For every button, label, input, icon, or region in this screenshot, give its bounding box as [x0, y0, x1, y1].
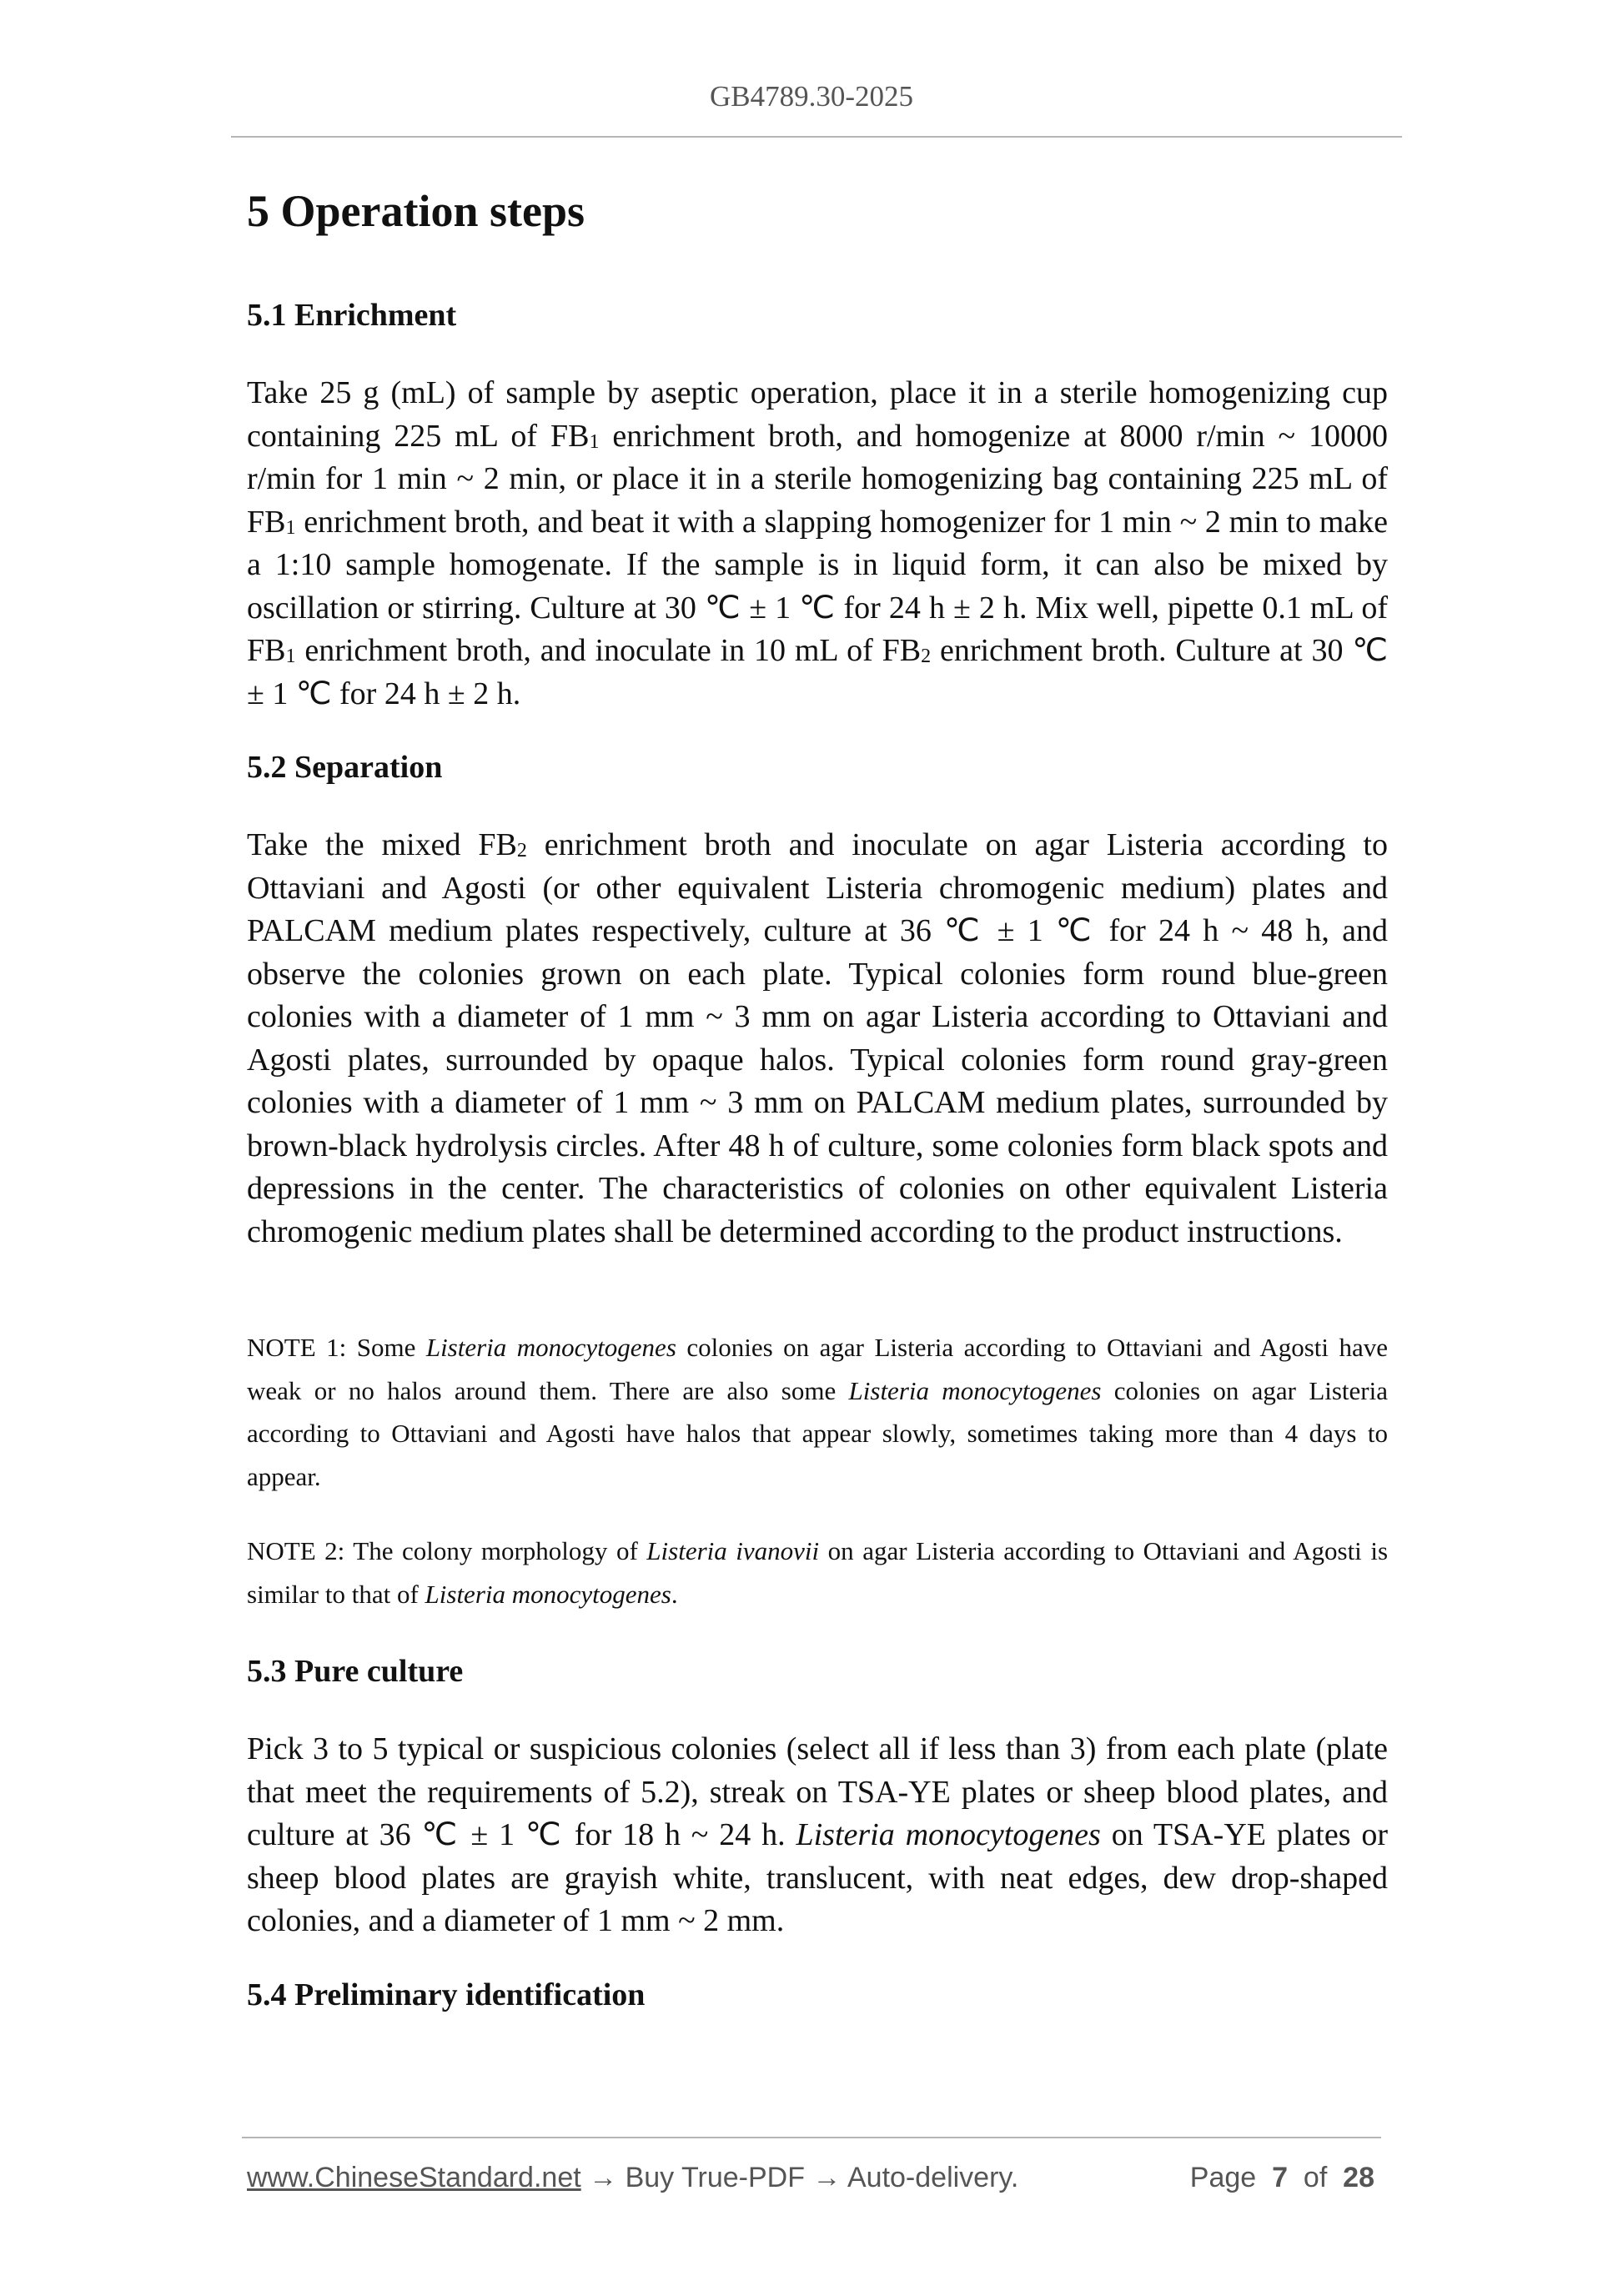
- current-page: 7: [1272, 2162, 1288, 2193]
- heading-5-1: 5.1 Enrichment: [247, 298, 457, 333]
- footer-tagline: → Buy True-PDF → Auto-delivery.: [580, 2162, 1019, 2193]
- heading-5-3: 5.3 Pure culture: [247, 1654, 464, 1689]
- header-divider: [231, 136, 1402, 138]
- page-footer: [247, 2162, 1374, 2198]
- heading-5-2: 5.2 Separation: [247, 750, 443, 785]
- footer-divider: [242, 2137, 1381, 2138]
- document-code-header: GB4789.30-2025: [709, 80, 914, 113]
- site-link[interactable]: www.ChineseStandard.net: [247, 2162, 581, 2193]
- note-1: NOTE 1: Some Listeria monocytogenes colonies on agar Listeria according to Ottaviani and Agosti have weak or no halos around them. There are also some Listeria monocytogenes colonies on agar Listeria according to Ottaviani and Agosti have halos that appear slowly, sometimes taking more than 4 days to appear.: [247, 1333, 1388, 1491]
- paragraph-separation: Take the mixed $FB_2$ enrichment broth and inoculate on agar Listeria according to Ottaviani and Agosti (or other equivalent Listeria chromogenic medium) plates and PALCAM medium plates respectively, culture at 36 ℃ ± 1 ℃ for 24 h ~ 48 h, and observe the colonies grown on each plate. Typical colonies form round blue-green colonies with a diameter of 1 mm ~ 3 mm on agar Listeria according to Ottaviani and Agosti plates, surrounded by opaque halos. Typical colonies form round gray-green colonies with a diameter of 1 mm ~ 3 mm on PALCAM medium plates, surrounded by brown-black hydrolysis circles. After 48 h of culture, some colonies form black spots and depressions in the center. The characteristics of colonies on other equivalent Listeria chromogenic medium plates shall be determined according to the product instructions.: [247, 827, 1388, 1249]
- heading-5-4: 5.4 Preliminary identification: [247, 1977, 646, 2012]
- paragraph-pure-culture: Pick 3 to 5 typical or suspicious colonies (select all if less than 3) from each plate (plate that meet the requirements of 5.2), streak on TSA-YE plates or sheep blood plates, and culture at 36 ℃ ± 1 ℃ for 18 h ~ 24 h. Listeria monocytogenes on TSA-YE plates or sheep blood plates are grayish white, translucent, with neat edges, dew drop-shaped colonies, and a diameter of 1 mm ~ 2 mm.: [247, 1731, 1389, 1938]
- page-number: Page 7 of 28: [1189, 2162, 1374, 2193]
- section-title: 5 Operation steps: [247, 186, 585, 236]
- total-pages: 28: [1343, 2162, 1374, 2193]
- footer-promo: [247, 2162, 1018, 2194]
- paragraph-enrichment: Take 25 g (mL) of sample by aseptic operation, place it in a sterile homogenizing cup containing 225 mL of $FB_1$ enrichment broth, and homogenize at 8000 r/min ~ 10000 r/min for 1 min ~ 2 min, or place it in a sterile homogenizing bag containing 225 mL of $FB_1$ enrichment broth, and beat it with a slapping homogenizer for 1 min ~ 2 min to make a 1:10 sample homogenate. If the sample is in liquid form, it can also be mixed by oscillation or stirring. Culture at 30 ℃ ± 1 ℃ for 24 h ± 2 h. Mix well, pipette 0.1 mL of $FB_1$ enrichment broth, and inoculate in 10 mL of $FB_2$ enrichment broth. Culture at 30 ℃ ± 1 ℃ for 24 h ± 2 h.: [247, 375, 1389, 711]
- note-2: NOTE 2: The colony morphology of Listeria ivanovii on agar Listeria according to Ottaviani and Agosti is similar to that of Listeria monocytogenes.: [247, 1536, 1389, 1609]
